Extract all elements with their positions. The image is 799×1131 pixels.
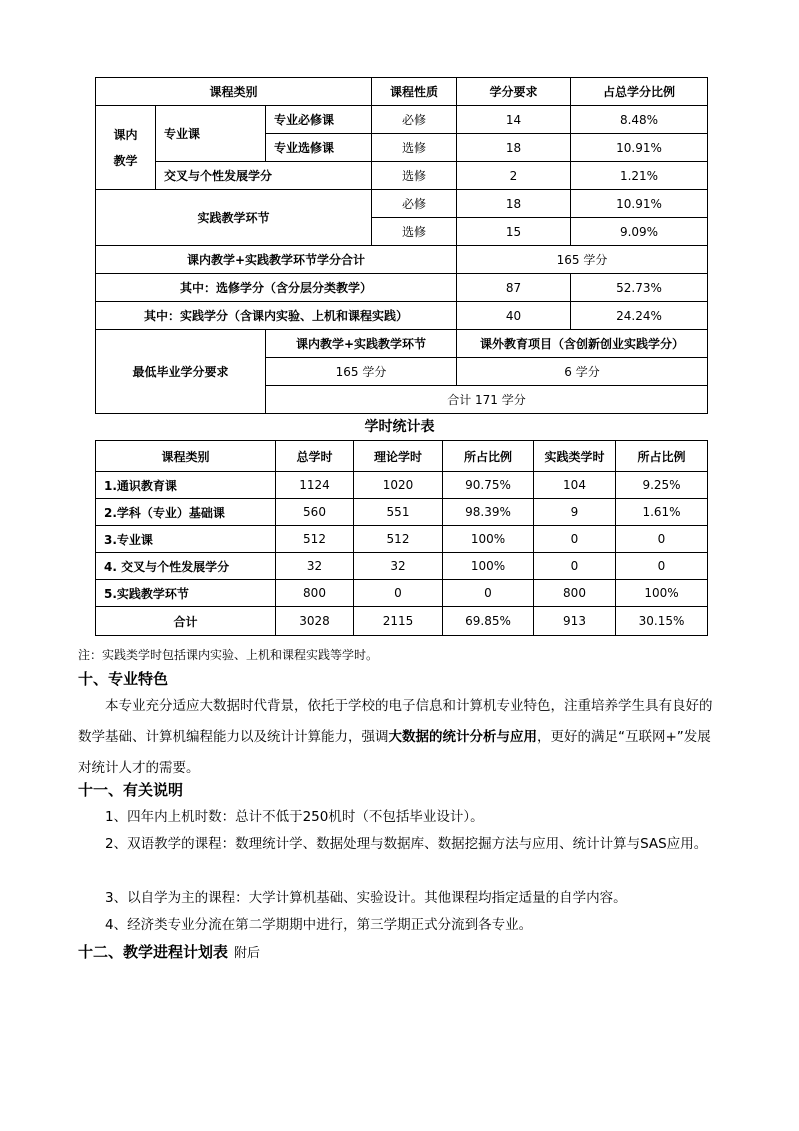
row-total-hours: 1124 [276, 472, 354, 499]
section-11-item-3: 3、以自学为主的课程：大学计算机基础、实验设计。其他课程均指定适量的自学内容。 [105, 890, 627, 906]
section-11-item-2: 2、双语教学的课程：数理统计学、数据处理与数据库、数据挖掘方法与应用、统计计算与SAS应用。 [105, 836, 708, 852]
min-grad-val1: 165 学分 [266, 358, 457, 386]
practice-required-nature: 必修 [372, 190, 457, 218]
table-row [96, 472, 708, 499]
row-total-hours: 560 [276, 499, 354, 526]
practice-name: 实践教学环节 [96, 190, 372, 246]
hours-header-0: 课程类别 [96, 441, 276, 472]
section-12-title: 十二、教学进程计划表 [78, 943, 229, 961]
hours-header-3: 所占比例 [443, 441, 534, 472]
practice-elective-credits: 15 [457, 218, 571, 246]
row-theory-ratio: 98.39% [443, 499, 534, 526]
total-theory-hours: 2115 [354, 607, 443, 636]
practice-required-credits: 18 [457, 190, 571, 218]
row-category: 3.专业课 [96, 526, 276, 553]
row-theory-hours: 512 [354, 526, 443, 553]
credits-sum-value: 165 学分 [457, 246, 708, 274]
row-practice-hours: 0 [534, 553, 616, 580]
section-11-title: 十一、有关说明 [78, 781, 184, 799]
min-grad-total: 合计 171 学分 [266, 386, 708, 414]
row-practice-hours: 9 [534, 499, 616, 526]
cross-credits: 2 [457, 162, 571, 190]
table-note: 注：实践类学时包括课内实验、上机和课程实践等学时。 [78, 648, 379, 662]
section-11-item-4: 4、经济类专业分流在第二学期期中进行，第三学期正式分流到各专业。 [105, 917, 533, 933]
major-elective-credits: 18 [457, 134, 571, 162]
table-row [96, 580, 708, 607]
total-label: 合计 [96, 607, 276, 636]
major-elective-ratio: 10.91% [571, 134, 708, 162]
header-category: 课程类别 [96, 78, 372, 106]
practice-credits-value: 40 [457, 302, 571, 330]
total-hours: 3028 [276, 607, 354, 636]
row-theory-ratio: 100% [443, 526, 534, 553]
major-required-name: 专业必修课 [266, 106, 372, 134]
row-practice-ratio: 100% [616, 580, 708, 607]
section-12-suffix: 附后 [234, 946, 261, 961]
credits-sum-label: 课内教学+实践教学环节学分合计 [96, 246, 457, 274]
header-ratio: 占总学分比例 [571, 78, 708, 106]
table-row [96, 526, 708, 553]
section-11-item-1: 1、四年内上机时数：总计不低于250机时（不包括毕业设计）。 [105, 809, 484, 825]
section-10-emphasis: 大数据的统计分析与应用 [388, 729, 537, 745]
cross-nature: 选修 [372, 162, 457, 190]
hours-header-2: 理论学时 [354, 441, 443, 472]
section-10-text-end: ，更好的满足“互联网+”发展对统计人才的需要。 [78, 729, 711, 776]
header-nature: 课程性质 [372, 78, 457, 106]
elective-credits-ratio: 52.73% [571, 274, 708, 302]
row-category: 1.通识教育课 [96, 472, 276, 499]
in-class-teaching-label: 课内 教学 [96, 106, 156, 190]
practice-required-ratio: 10.91% [571, 190, 708, 218]
row-practice-hours: 104 [534, 472, 616, 499]
section-12-heading [78, 941, 260, 965]
row-theory-hours: 0 [354, 580, 443, 607]
major-elective-name: 专业选修课 [266, 134, 372, 162]
total-row [96, 607, 708, 636]
row-total-hours: 512 [276, 526, 354, 553]
row-total-hours: 32 [276, 553, 354, 580]
section-10-title: 十、专业特色 [78, 670, 169, 688]
row-theory-ratio: 90.75% [443, 472, 534, 499]
table-row [96, 553, 708, 580]
row-practice-ratio: 9.25% [616, 472, 708, 499]
min-grad-col1: 课内教学+实践教学环节 [266, 330, 457, 358]
practice-credits-ratio: 24.24% [571, 302, 708, 330]
row-theory-hours: 32 [354, 553, 443, 580]
major-course-label: 专业课 [156, 106, 266, 162]
row-theory-ratio: 0 [443, 580, 534, 607]
practice-elective-ratio: 9.09% [571, 218, 708, 246]
row-practice-hours: 0 [534, 526, 616, 553]
major-required-credits: 14 [457, 106, 571, 134]
hours-table-title: 学时统计表 [364, 419, 435, 435]
hours-header-1: 总学时 [276, 441, 354, 472]
cross-name: 交叉与个性发展学分 [156, 162, 372, 190]
row-theory-hours: 551 [354, 499, 443, 526]
header-credits: 学分要求 [457, 78, 571, 106]
total-practice-hours: 913 [534, 607, 616, 636]
min-grad-val2: 6 学分 [457, 358, 708, 386]
row-category: 2.学科（专业）基础课 [96, 499, 276, 526]
section-10-paragraph [78, 691, 723, 784]
min-grad-label: 最低毕业学分要求 [96, 330, 266, 414]
hours-table [95, 440, 708, 636]
major-required-ratio: 8.48% [571, 106, 708, 134]
min-grad-col2: 课外教育项目（含创新创业实践学分） [457, 330, 708, 358]
practice-elective-nature: 选修 [372, 218, 457, 246]
credit-table [95, 77, 708, 414]
row-theory-hours: 1020 [354, 472, 443, 499]
row-practice-ratio: 0 [616, 553, 708, 580]
table-row [96, 499, 708, 526]
total-practice-ratio: 30.15% [616, 607, 708, 636]
major-elective-nature: 选修 [372, 134, 457, 162]
row-practice-ratio: 0 [616, 526, 708, 553]
cross-ratio: 1.21% [571, 162, 708, 190]
hours-header-4: 实践类学时 [534, 441, 616, 472]
elective-credits-label: 其中：选修学分（含分层分类教学） [96, 274, 457, 302]
hours-header-5: 所占比例 [616, 441, 708, 472]
total-theory-ratio: 69.85% [443, 607, 534, 636]
row-theory-ratio: 100% [443, 553, 534, 580]
row-total-hours: 800 [276, 580, 354, 607]
major-required-nature: 必修 [372, 106, 457, 134]
elective-credits-value: 87 [457, 274, 571, 302]
row-practice-ratio: 1.61% [616, 499, 708, 526]
section-10-text: 本专业充分适应大数据时代背景，依托于学校的电子信息和计算机专业特色，注重培养学生具有良好的数学基础、计算机编程能力以及统计计算能力，强调 [78, 698, 713, 745]
practice-credits-label: 其中：实践学分（含课内实验、上机和课程实践） [96, 302, 457, 330]
row-category: 5.实践教学环节 [96, 580, 276, 607]
row-category: 4. 交叉与个性发展学分 [96, 553, 276, 580]
row-practice-hours: 800 [534, 580, 616, 607]
